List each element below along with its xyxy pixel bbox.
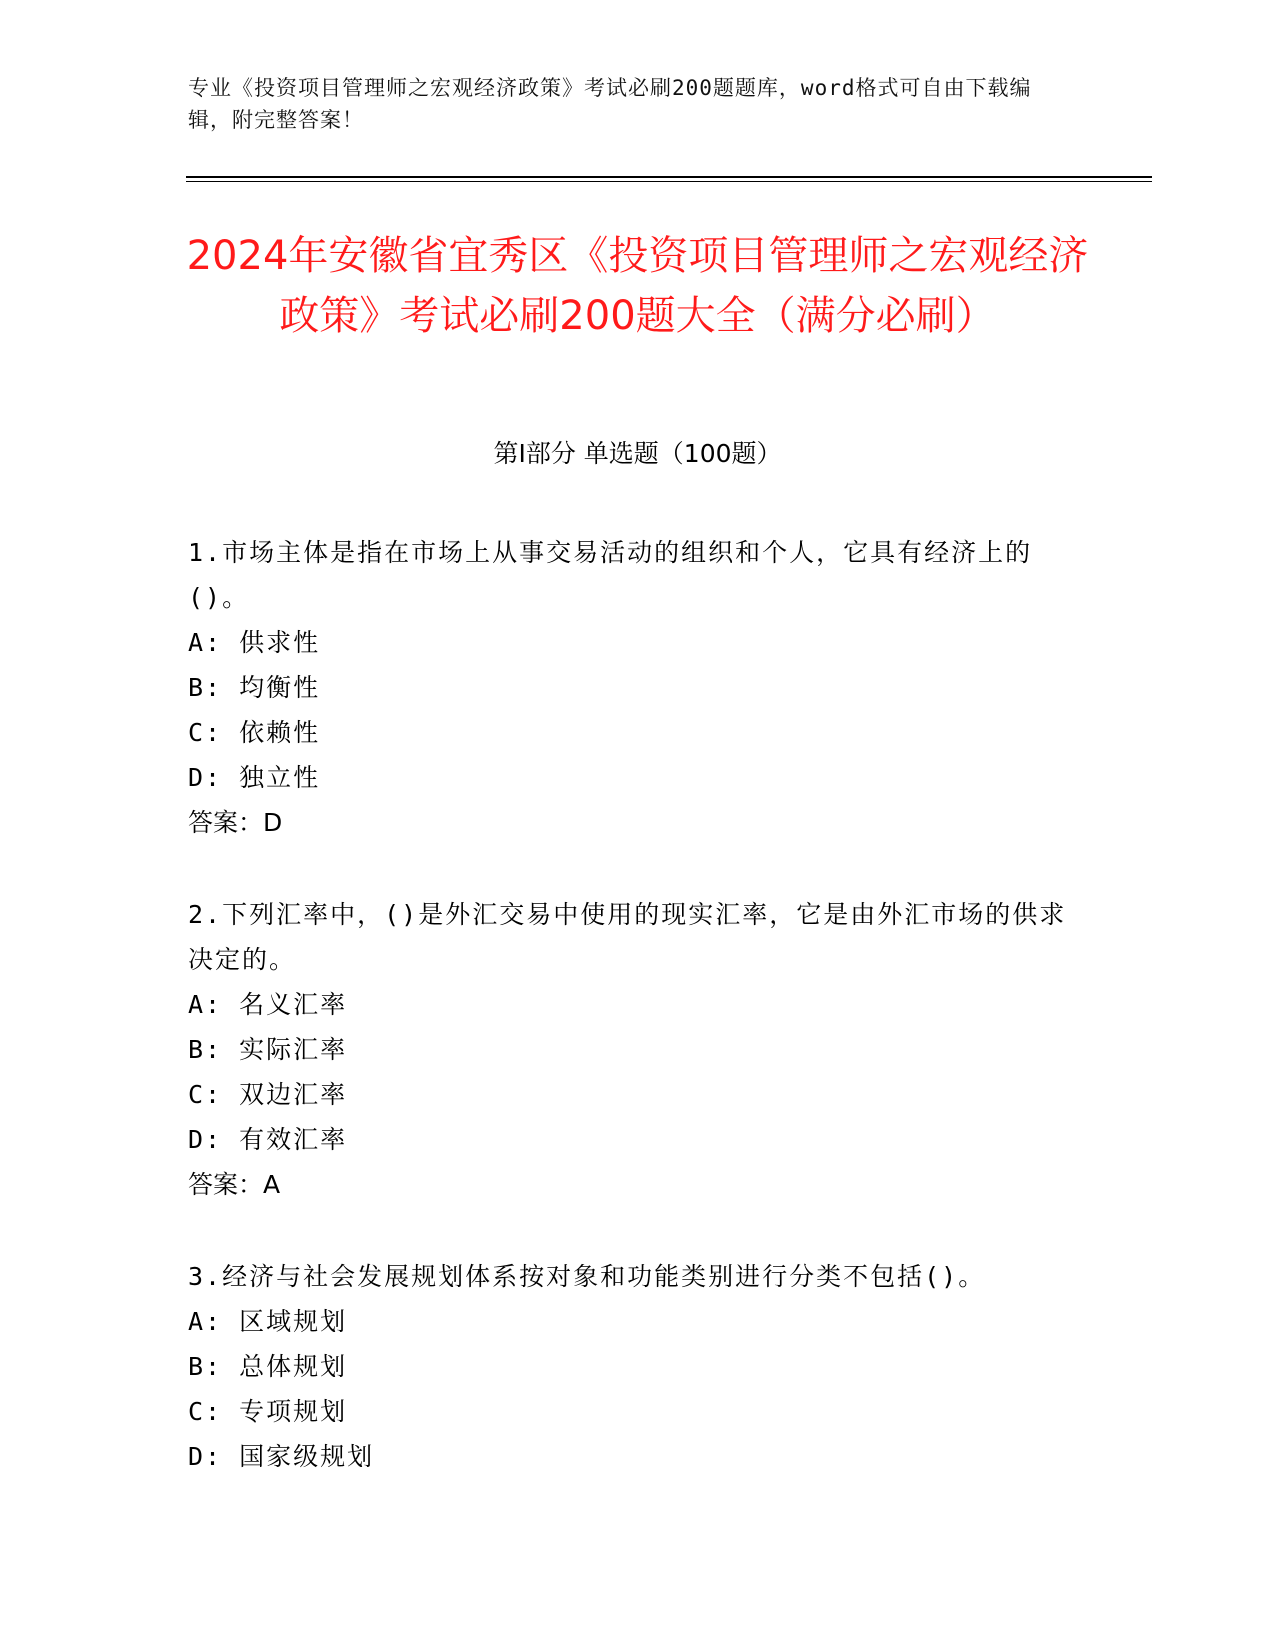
option-a xyxy=(188,1299,1068,1344)
option-letter: A: xyxy=(188,628,223,657)
option-letter: B: xyxy=(188,1352,223,1381)
option-text: 区域规划 xyxy=(239,1307,348,1336)
header-divider-thin xyxy=(186,181,1152,182)
option-letter: D: xyxy=(188,1442,223,1471)
question-stem: 3.经济与社会发展规划体系按对象和功能类别进行分类不包括()。 xyxy=(188,1262,986,1291)
answer-line: 答案：D xyxy=(188,808,283,837)
option-a xyxy=(188,620,1068,665)
option-a xyxy=(188,982,1068,1027)
option-text: 国家级规划 xyxy=(239,1442,375,1471)
option-text: 总体规划 xyxy=(239,1352,348,1381)
option-letter: D: xyxy=(188,763,223,792)
header-note: 专业《投资项目管理师之宏观经济政策》考试必刷200题题库，word格式可自由下载编辑，附完整答案！ xyxy=(188,76,1032,132)
question-stem: 2.下列汇率中，()是外汇交易中使用的现实汇率，它是由外汇市场的供求决定的。 xyxy=(188,900,1067,974)
question-stem: 1.市场主体是指在市场上从事交易活动的组织和个人，它具有经济上的()。 xyxy=(188,538,1033,612)
option-letter: D: xyxy=(188,1125,223,1154)
answer-line: 答案：A xyxy=(188,1170,281,1199)
option-d xyxy=(188,755,1068,800)
question-2 xyxy=(188,892,1068,1207)
option-text: 专项规划 xyxy=(239,1397,348,1426)
question-1 xyxy=(188,530,1068,845)
header-divider-thick xyxy=(186,176,1152,178)
option-text: 依赖性 xyxy=(239,718,321,747)
option-d xyxy=(188,1434,1068,1479)
option-text: 供求性 xyxy=(239,628,321,657)
option-letter: A: xyxy=(188,990,223,1019)
option-b xyxy=(188,1344,1068,1389)
option-text: 有效汇率 xyxy=(239,1125,348,1154)
option-text: 独立性 xyxy=(239,763,321,792)
option-c xyxy=(188,1072,1068,1117)
option-letter: A: xyxy=(188,1307,223,1336)
question-3 xyxy=(188,1254,1068,1479)
option-b xyxy=(188,1027,1068,1072)
option-d xyxy=(188,1117,1068,1162)
option-text: 名义汇率 xyxy=(239,990,348,1019)
option-b xyxy=(188,665,1068,710)
option-letter: C: xyxy=(188,1397,223,1426)
option-text: 双边汇率 xyxy=(239,1080,348,1109)
option-c xyxy=(188,710,1068,755)
option-letter: B: xyxy=(188,1035,223,1064)
option-text: 均衡性 xyxy=(239,673,321,702)
question-list xyxy=(188,530,1068,1526)
document-title: 2024年安徽省宜秀区《投资项目管理师之宏观经济政策》考试必刷200题大全（满分必刷） xyxy=(186,233,1089,339)
option-letter: C: xyxy=(188,718,223,747)
option-letter: C: xyxy=(188,1080,223,1109)
option-c xyxy=(188,1389,1068,1434)
section-heading: 第Ⅰ部分 单选题（100题） xyxy=(493,439,782,468)
option-letter: B: xyxy=(188,673,223,702)
option-text: 实际汇率 xyxy=(239,1035,348,1064)
